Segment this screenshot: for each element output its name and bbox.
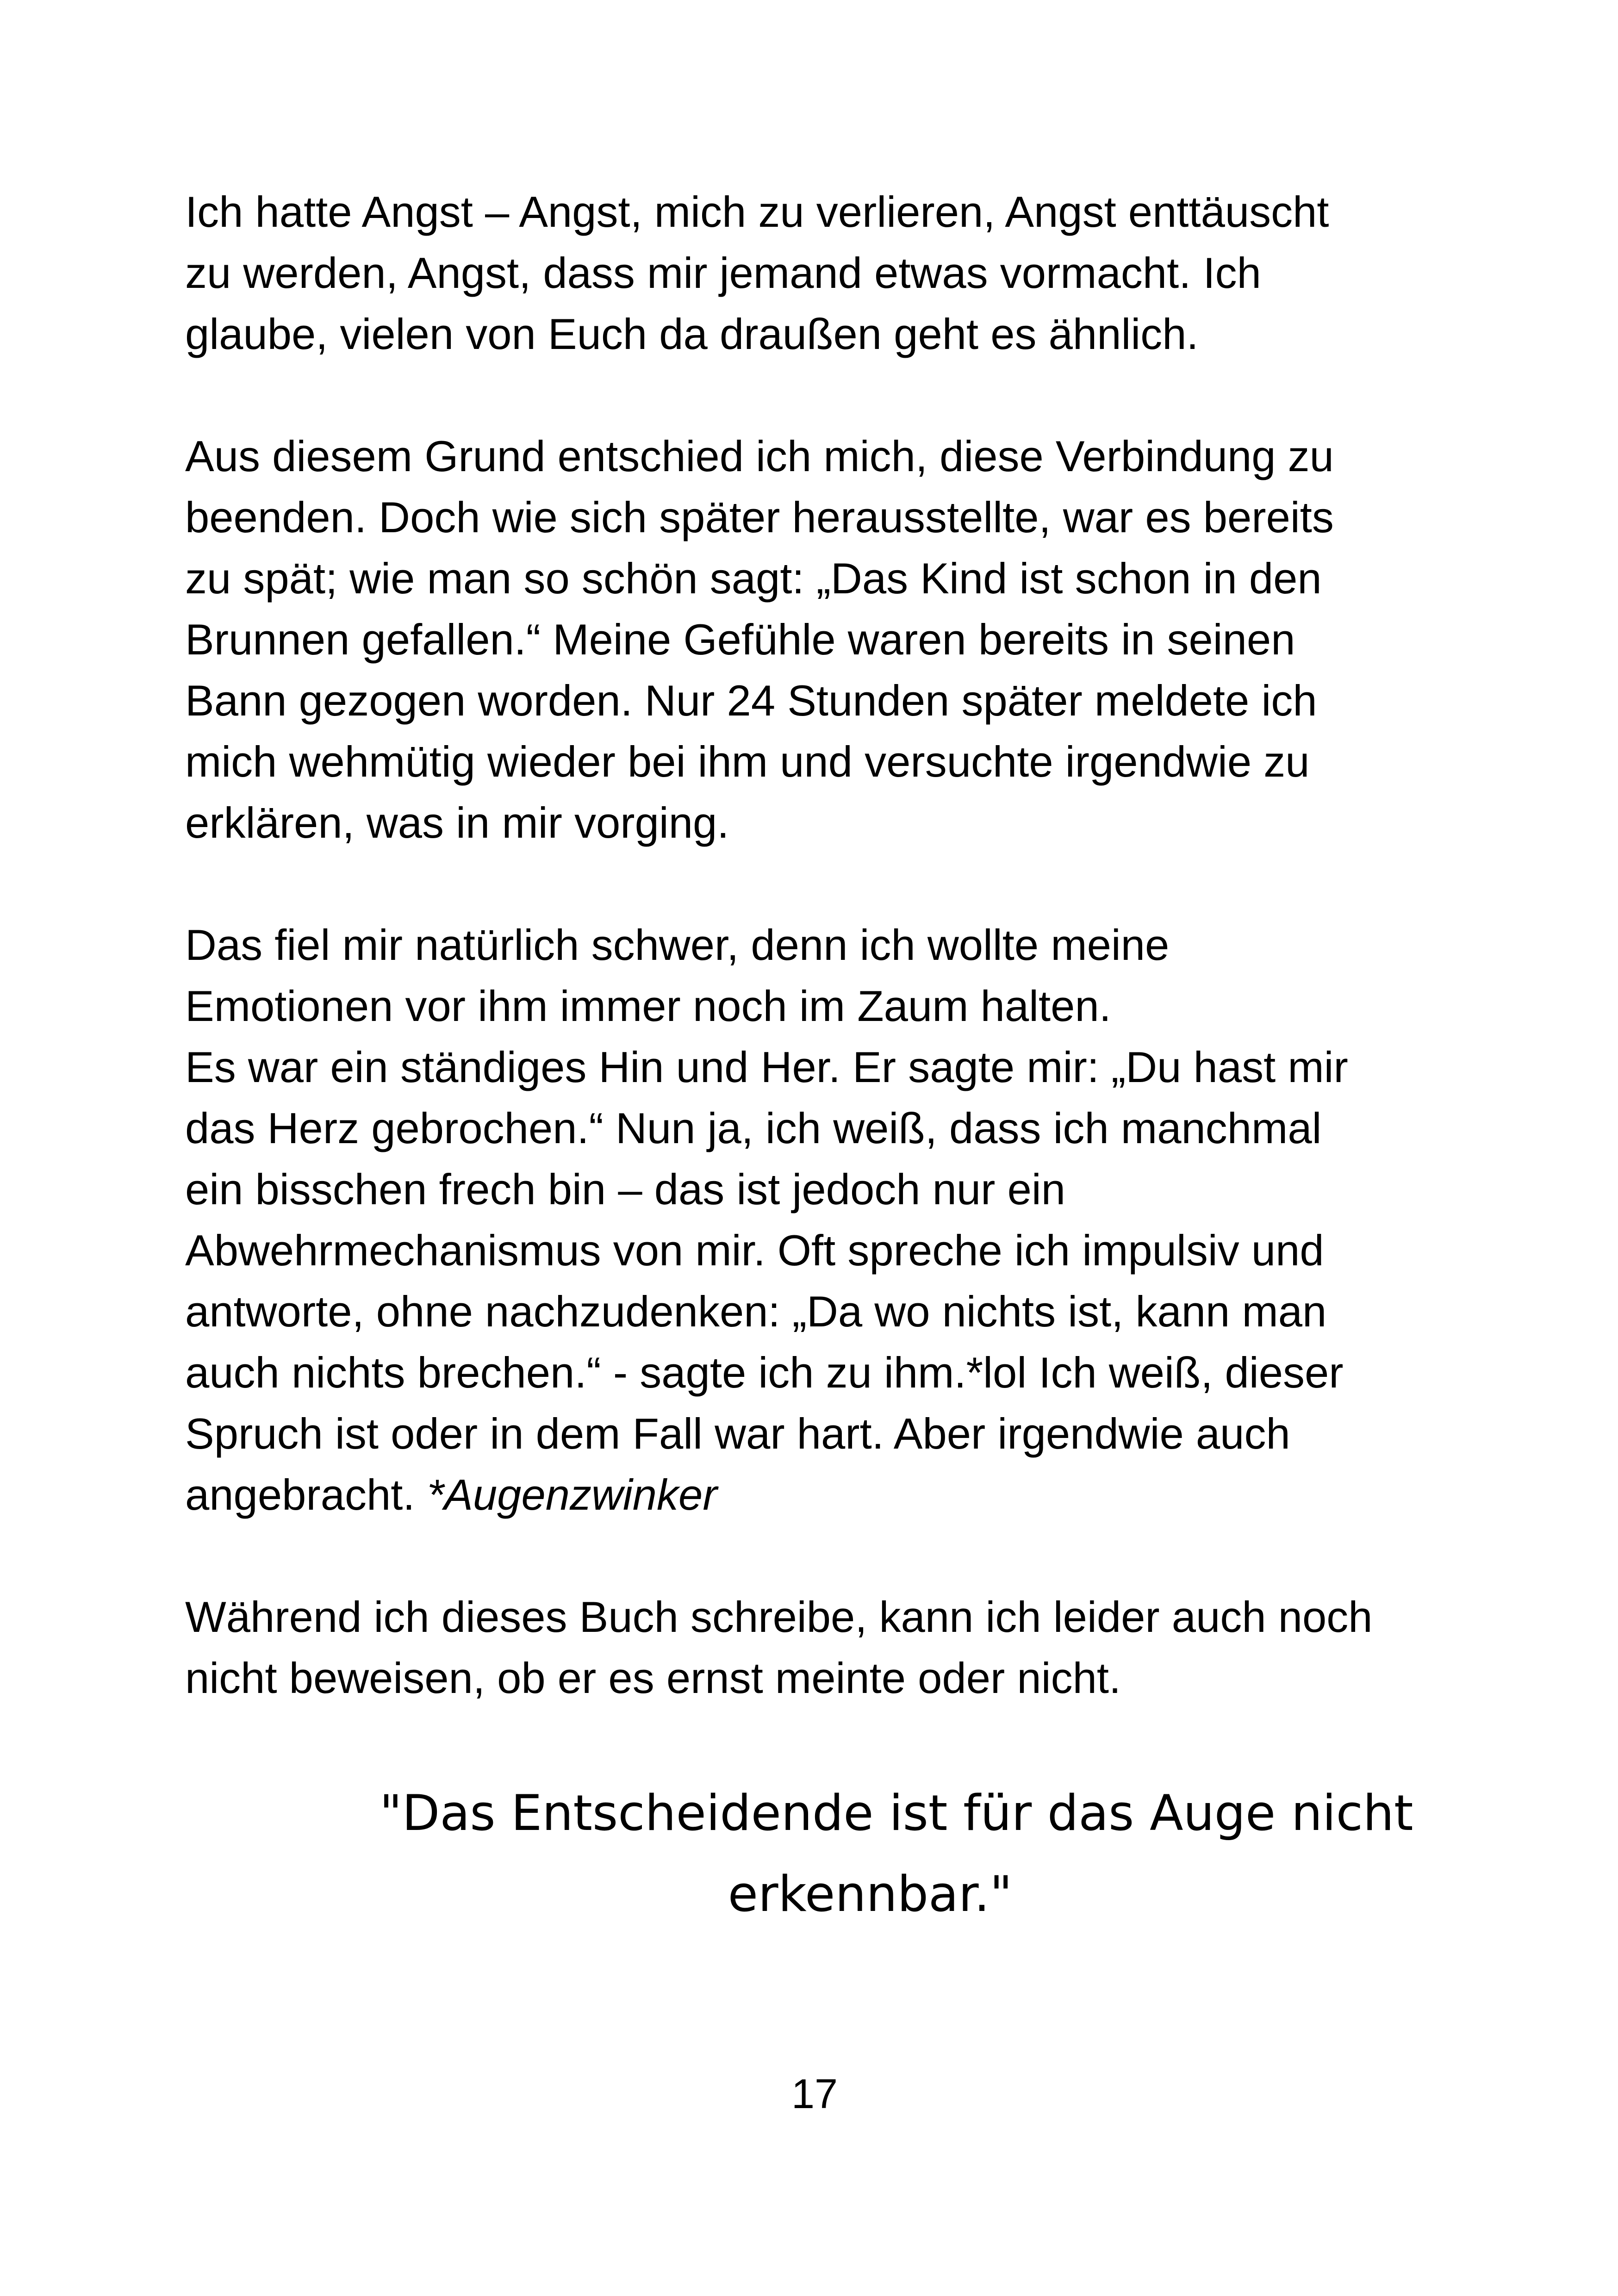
paragraph-1 — [185, 181, 1462, 365]
text-line: das Herz gebrochen.“ Nun ja, ich weiß, dass ich manchmal — [185, 1104, 1322, 1152]
paragraph-5 — [185, 1587, 1462, 1709]
text-line: Brunnen gefallen.“ Meine Gefühle waren bereits in seinen — [185, 615, 1295, 664]
body-text — [185, 181, 1462, 1709]
quote-line: erkennbar." — [728, 1866, 1013, 1923]
text-line: Abwehrmechanismus von mir. Oft spreche ich impulsiv und — [185, 1226, 1324, 1275]
text-line: zu werden, Angst, dass mir jemand etwas vormacht. Ich — [185, 249, 1261, 297]
paragraph-4 — [185, 1037, 1462, 1525]
text-line: nicht beweisen, ob er es ernst meinte oder nicht. — [185, 1654, 1121, 1702]
text-line: Das fiel mir natürlich schwer, denn ich wollte meine — [185, 921, 1170, 969]
text-line-closing — [185, 1464, 1462, 1525]
text-line: Es war ein ständiges Hin und Her. Er sagte mir: „Du hast mir — [185, 1043, 1348, 1091]
quote-line: "Das Entscheidende ist für das Auge nicht — [380, 1785, 1413, 1842]
page-number: 17 — [791, 2071, 838, 2117]
text-line: glaube, vielen von Euch da draußen geht es ähnlich. — [185, 310, 1199, 358]
text-line: zu spät; wie man so schön sagt: „Das Kind ist schon in den — [185, 554, 1322, 603]
closing-text: angebracht. — [185, 1470, 427, 1519]
text-line: Ich hatte Angst – Angst, mich zu verlieren, Angst enttäuscht — [185, 187, 1329, 236]
paragraph-3 — [185, 915, 1462, 1037]
pull-quote — [380, 1773, 1413, 1935]
text-line: mich wehmütig wieder bei ihm und versuchte irgendwie zu — [185, 737, 1310, 786]
text-line: Während ich dieses Buch schreibe, kann ich leider auch noch — [185, 1593, 1373, 1641]
text-line: Emotionen vor ihm immer noch im Zaum halten. — [185, 982, 1111, 1030]
paragraph-2 — [185, 426, 1462, 853]
text-line: Spruch ist oder in dem Fall war hart. Aber irgendwie auch — [185, 1409, 1290, 1458]
text-line: erklären, was in mir vorging. — [185, 798, 729, 847]
text-line: Bann gezogen worden. Nur 24 Stunden später meldete ich — [185, 676, 1317, 725]
italic-aside: *Augenzwinker — [427, 1470, 717, 1519]
text-line: ein bisschen frech bin – das ist jedoch nur ein — [185, 1165, 1066, 1213]
text-line: Aus diesem Grund entschied ich mich, diese Verbindung zu — [185, 432, 1334, 480]
text-line: antworte, ohne nachzudenken: „Da wo nichts ist, kann man — [185, 1287, 1327, 1336]
text-line: auch nichts brechen.“ - sagte ich zu ihm.*lol Ich weiß, dieser — [185, 1348, 1344, 1397]
text-line: beenden. Doch wie sich später herausstellte, war es bereits — [185, 493, 1334, 541]
